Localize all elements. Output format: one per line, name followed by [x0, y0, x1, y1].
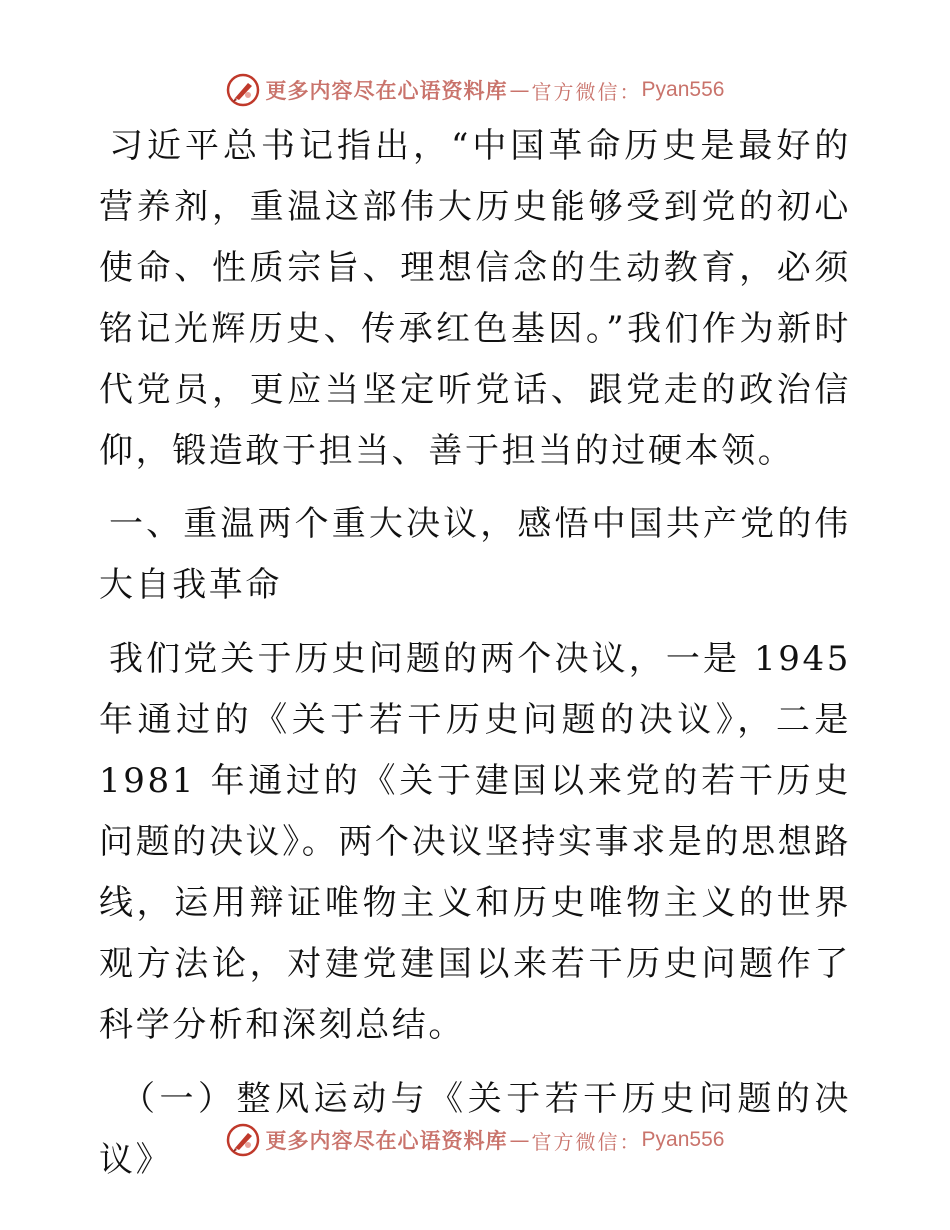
- watermark-label: 官方微信：: [531, 79, 642, 104]
- watermark-separator: —: [509, 78, 530, 102]
- pen-logo-icon: [226, 73, 260, 107]
- watermark-brand: 更多内容尽在心语资料库: [265, 1128, 508, 1153]
- pen-logo-icon: [226, 1123, 260, 1157]
- watermark-wechat-id: Pyan556: [641, 1128, 725, 1151]
- paragraph-intro: 习近平总书记指出，“中国革命历史是最好的营养剂，重温这部伟大历史能够受到党的初心使命、性质宗旨、理想信念的生动教育，必须铭记光辉历史、传承红色基因。”我们作为新时代党员，更应当坚定听党话、跟党走的政治信仰，锻造敢于担当、善于担当的过硬本领。: [99, 126, 851, 471]
- paragraph-resolutions: 我们党关于历史问题的两个决议，一是 1945 年通过的《关于若干历史问题的决议》，二是 1981 年通过的《关于建国以来党的若干历史问题的决议》。两个决议坚持实事求是的思想路线，运用辩证唯物主义和历史唯物主义的世界观方法论，对建党建国以来若干历史问题作了科学分析和深刻总结。: [99, 639, 851, 1045]
- footer-watermark: [0, 1120, 950, 1160]
- watermark-brand: 更多内容尽在心语资料库: [265, 78, 508, 103]
- watermark-wechat-id: Pyan556: [641, 78, 725, 101]
- watermark-label: 官方微信：: [531, 1129, 642, 1154]
- watermark-separator: —: [509, 1128, 530, 1152]
- document-body: [99, 116, 851, 1191]
- header-watermark: [0, 70, 950, 110]
- section-heading-1: 一、重温两个重大决议，感悟中国共产党的伟大自我革命: [99, 504, 851, 605]
- section-heading-2: （一）整风运动与《关于若干历史问题的决议》: [99, 1079, 851, 1180]
